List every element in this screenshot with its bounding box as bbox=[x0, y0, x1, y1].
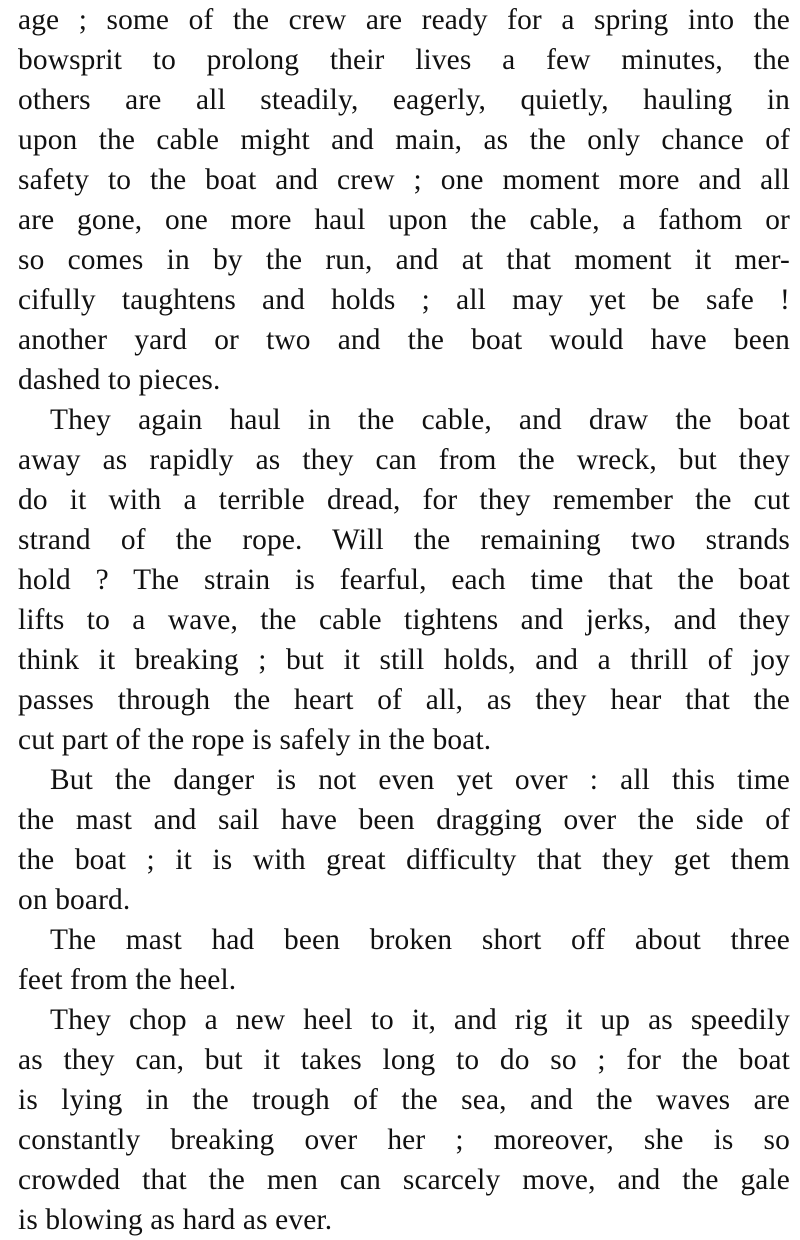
text-line: so comes in by the run, and at that moment it mer- bbox=[18, 244, 790, 276]
text-line: others are all steadily, eagerly, quietly, hauling in bbox=[18, 84, 790, 116]
text-line: do it with a terrible dread, for they remember the cut bbox=[18, 484, 790, 516]
text-line: cifully taughtens and holds ; all may yet be safe ! bbox=[18, 284, 790, 316]
text-line: is lying in the trough of the sea, and the waves are bbox=[18, 1084, 790, 1116]
text-line: away as rapidly as they can from the wreck, but they bbox=[18, 444, 790, 476]
text-line: hold ? The strain is fearful, each time that the boat bbox=[18, 564, 790, 596]
text-line: But the danger is not even yet over : all this time bbox=[50, 764, 790, 796]
text-line: another yard or two and the boat would have been bbox=[18, 324, 790, 356]
text-line: constantly breaking over her ; moreover, she is so bbox=[18, 1124, 790, 1156]
text-line: the mast and sail have been dragging over the side of bbox=[18, 804, 790, 836]
text-line: strand of the rope. Will the remaining two strands bbox=[18, 524, 790, 556]
text-line: are gone, one more haul upon the cable, a fathom or bbox=[18, 204, 790, 236]
text-line: is blowing as hard as ever. bbox=[18, 1204, 333, 1236]
text-line: feet from the heel. bbox=[18, 964, 237, 996]
text-line: They chop a new heel to it, and rig it up as speedily bbox=[50, 1004, 790, 1036]
text-line: crowded that the men can scarcely move, and the gale bbox=[18, 1164, 790, 1196]
text-line: The mast had been broken short off about three bbox=[50, 924, 790, 956]
text-line: as they can, but it takes long to do so ; for the boat bbox=[18, 1044, 790, 1076]
text-line: dashed to pieces. bbox=[18, 364, 221, 396]
text-line: bowsprit to prolong their lives a few minutes, the bbox=[18, 44, 790, 76]
text-line: on board. bbox=[18, 884, 131, 916]
text-line: think it breaking ; but it still holds, and a thrill of joy bbox=[18, 644, 790, 676]
text-line: They again haul in the cable, and draw the boat bbox=[50, 404, 790, 436]
text-line: upon the cable might and main, as the only chance of bbox=[18, 124, 790, 156]
text-line: passes through the heart of all, as they hear that the bbox=[18, 684, 790, 716]
text-line: age ; some of the crew are ready for a spring into the bbox=[18, 4, 790, 36]
text-line: cut part of the rope is safely in the boat. bbox=[18, 724, 492, 756]
text-line: the boat ; it is with great difficulty that they get them bbox=[18, 844, 790, 876]
text-line: lifts to a wave, the cable tightens and jerks, and they bbox=[18, 604, 790, 636]
text-line: safety to the boat and crew ; one moment more and all bbox=[18, 164, 790, 196]
